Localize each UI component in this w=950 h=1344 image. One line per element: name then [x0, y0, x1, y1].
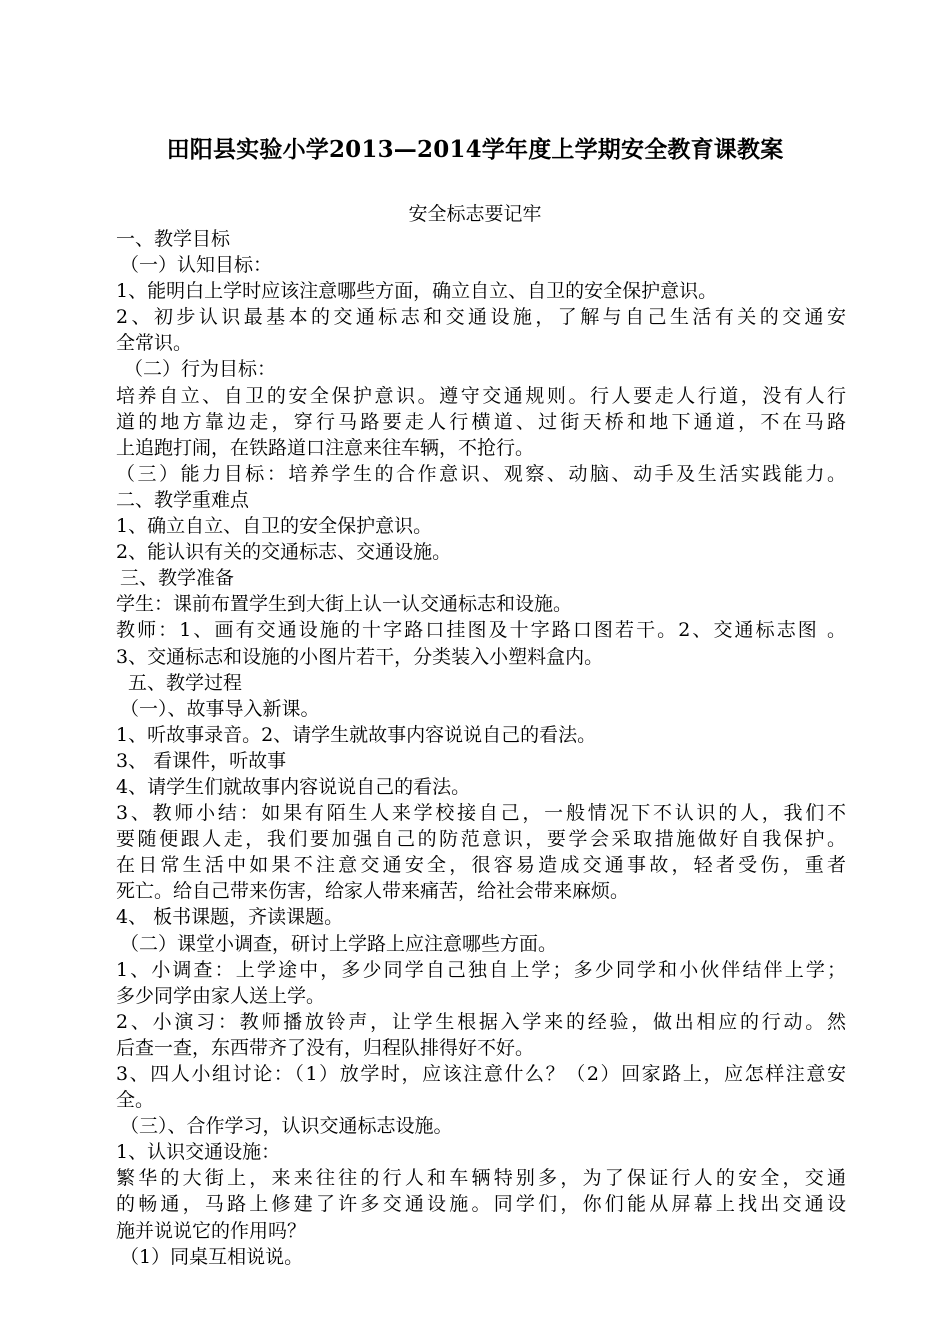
paragraph-line: 培养自立、自卫的安全保护意识。遵守交通规则。行人要走人行道，没有人行: [116, 384, 846, 407]
paragraph-line: 教师：1、画有交通设施的十字路口挂图及十字路口图若干。2、交通标志图 。: [116, 619, 846, 642]
paragraph-line: 3、四人小组讨论：（1）放学时，应该注意什么？（2）回家路上，应怎样注意安: [116, 1063, 846, 1085]
paragraph-line: 3、 看课件，听故事: [116, 749, 287, 772]
section-heading: 二、教学重难点: [116, 488, 250, 511]
subsection-heading: （三）、合作学习，认识交通标志设施。: [120, 1115, 453, 1138]
paragraph-line: 1、小调查：上学途中，多少同学自己独自上学；多少同学和小伙伴结伴上学；: [116, 958, 846, 981]
paragraph-line: 1、认识交通设施：: [116, 1141, 281, 1164]
paragraph-line: 4、 板书课题，齐读课题。: [116, 906, 344, 929]
paragraph-line: 1、听故事录音。2、请学生就故事内容说说自己的看法。: [116, 723, 597, 746]
subsection-heading: （二）课堂小调查，研讨上学路上应注意哪些方面。: [120, 932, 558, 955]
paragraph-line: 2、初步认识最基本的交通标志和交通设施，了解与自己生活有关的交通安: [116, 306, 846, 329]
paragraph-line: 死亡。给自己带来伤害，给家人带来痛苦，给社会带来麻烦。: [116, 880, 630, 903]
subsection-heading: （一）认知目标：: [120, 254, 273, 277]
paragraph-line: 2、能认识有关的交通标志、交通设施。: [116, 541, 452, 564]
paragraph-line: 3、交通标志和设施的小图片若干，分类装入小塑料盒内。: [116, 645, 604, 668]
paragraph-line: 多少同学由家人送上学。: [116, 984, 326, 1007]
paragraph-line: 学生：课前布置学生到大街上认一认交通标志和设施。: [116, 593, 573, 616]
paragraph-line: 4、请学生们就故事内容说说自己的看法。: [116, 775, 471, 798]
section-heading: 一、教学目标: [116, 228, 231, 250]
document-subtitle: 安全标志要记牢: [408, 203, 542, 225]
paragraph-line: 繁华的大街上，来来往往的行人和车辆特别多，为了保证行人的安全，交通: [116, 1167, 846, 1190]
paragraph-line: 全常识。: [116, 332, 193, 355]
paragraph-line: 1、能明白上学时应该注意哪些方面，确立自立、自卫的安全保护意识。: [116, 280, 718, 303]
section-heading: 五、教学过程: [128, 671, 243, 694]
paragraph-line: 要随便跟人走，我们要加强自己的防范意识，要学会采取措施做好自我保护。: [116, 828, 846, 851]
paragraph-line: 的畅通，马路上修建了许多交通设施。同学们，你们能从屏幕上找出交通设: [116, 1193, 846, 1216]
paragraph-line: 3、教师小结：如果有陌生人来学校接自己，一般情况下不认识的人，我们不: [116, 802, 846, 825]
paragraph-line: 施并说说它的作用吗？: [116, 1219, 307, 1242]
subsection-heading: （一）、故事导入新课。: [120, 697, 320, 720]
paragraph-line: 道的地方靠边走，穿行马路要走人行横道、过街天桥和地下通道，不在马路: [116, 410, 846, 433]
paragraph-line: 在日常生活中如果不注意交通安全，很容易造成交通事故，轻者受伤，重者: [116, 854, 846, 877]
section-heading: 三、教学准备: [120, 567, 235, 590]
document-body: [116, 226, 846, 1270]
document-title: 田阳县实验小学2013—2014学年度上学期安全教育课教案: [166, 136, 784, 163]
paragraph-line: 全。: [116, 1089, 155, 1112]
paragraph-line: （三）能力目标：培养学生的合作意识、观察、动脑、动手及生活实践能力。: [116, 462, 846, 485]
paragraph-line: 后查一查，东西带齐了没有，归程队排得好不好。: [116, 1036, 535, 1059]
paragraph-line: （1）同桌互相说说。: [120, 1245, 304, 1268]
paragraph-line: 2、小演习：教师播放铃声，让学生根据入学来的经验，做出相应的行动。然: [116, 1010, 846, 1033]
paragraph-line: 上追跑打闹，在铁路道口注意来往车辆，不抢行。: [116, 436, 535, 459]
paragraph-line: 1、确立自立、自卫的安全保护意识。: [116, 515, 433, 538]
subsection-heading: （二）行为目标：: [124, 358, 277, 381]
